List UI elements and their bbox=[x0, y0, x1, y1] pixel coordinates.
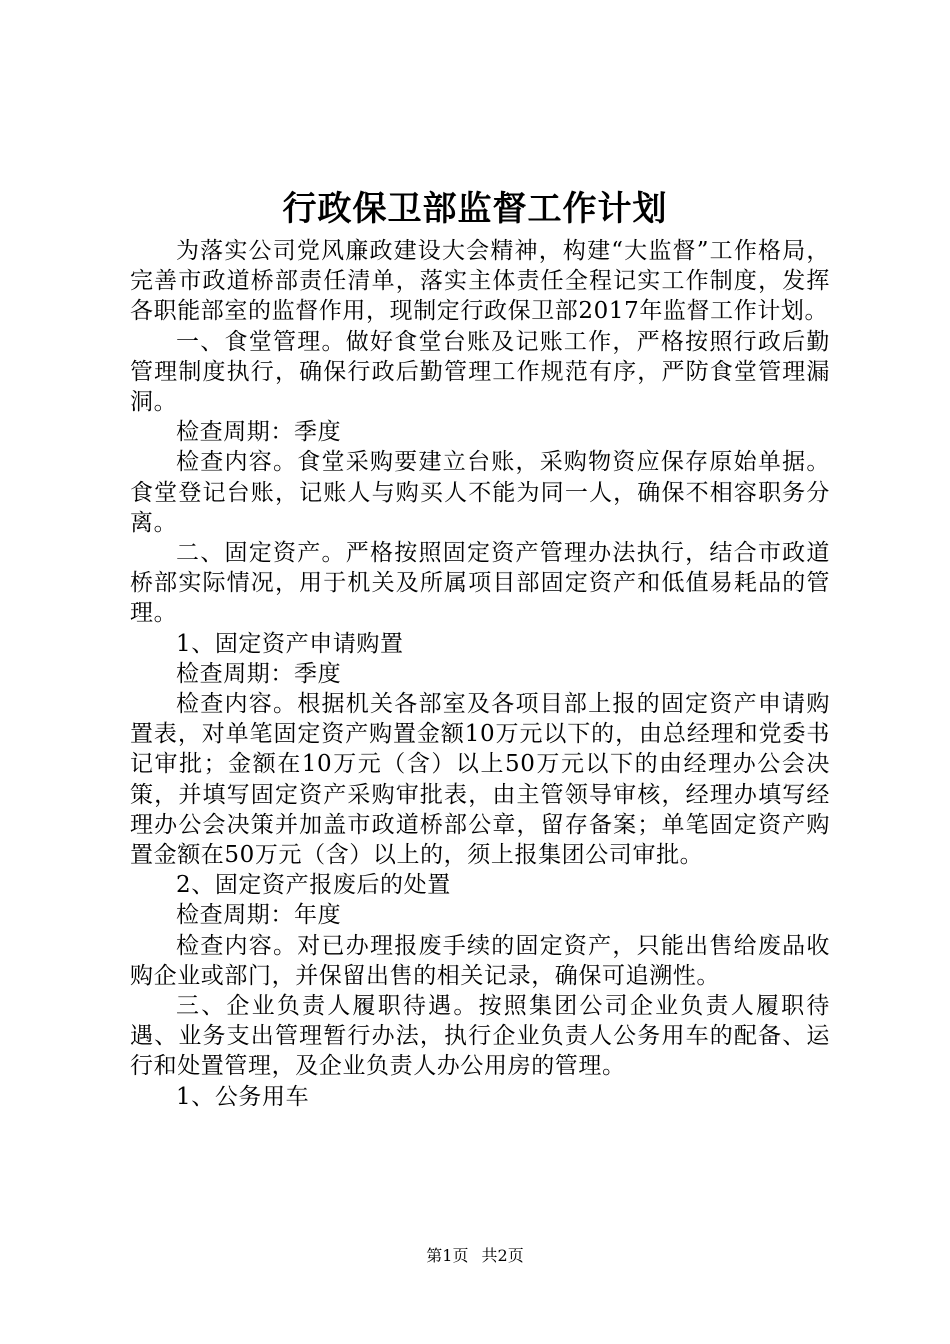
page-footer bbox=[0, 1244, 950, 1268]
page-total: 共2页 bbox=[481, 1246, 524, 1265]
paragraph-subsection: 1、公务用车 bbox=[176, 1083, 310, 1110]
paragraph-check-period: 检查周期：季度 bbox=[176, 419, 342, 446]
paragraph-check-period: 检查周期：年度 bbox=[176, 902, 342, 929]
paragraph-section-1: 一、食堂管理。做好食堂台账及记账工作，严格按照行政后勤管理制度执行，确保行政后勤管理工作规范有序，严防食堂管理漏洞。 bbox=[130, 328, 830, 416]
paragraph-check-content: 检查内容。根据机关各部室及各项目部上报的固定资产申请购置表，对单笔固定资产购置金额10万元以下的，由总经理和党委书记审批；金额在10万元（含）以上50万元以下的由经理办公会决策，并填写固定资产采购审批表，由主管领导审核，经理办填写经理办公会决策并加盖市政道桥部公章，留存备案；单笔固定资产购置金额在50万元（含）以上的，须上报集团公司审批。 bbox=[130, 691, 830, 869]
paragraph-intro: 为落实公司党风廉政建设大会精神，构建“大监督”工作格局，完善市政道桥部责任清单，落实主体责任全程记实工作制度，发挥各职能部室的监督作用，现制定行政保卫部2017年监督工作计划。 bbox=[130, 238, 830, 325]
paragraph-section-3: 三、企业负责人履职待遇。按照集团公司企业负责人履职待遇、业务支出管理暂行办法，执行企业负责人公务用车的配备、运行和处置管理，及企业负责人办公用房的管理。 bbox=[130, 993, 830, 1080]
paragraph-subsection: 2、固定资产报废后的处置 bbox=[176, 872, 451, 899]
paragraph-section-2: 二、固定资产。严格按照固定资产管理办法执行，结合市政道桥部实际情况，用于机关及所属项目部固定资产和低值易耗品的管理。 bbox=[130, 540, 830, 627]
paragraph-subsection: 1、固定资产申请购置 bbox=[176, 630, 404, 657]
document-body bbox=[130, 236, 830, 1112]
paragraph-check-period: 检查周期：季度 bbox=[176, 660, 342, 687]
paragraph-check-content: 检查内容。对已办理报废手续的固定资产，只能出售给废品收购企业或部门，并保留出售的相关记录，确保可追溯性。 bbox=[130, 932, 830, 989]
page-number: 第1页 bbox=[426, 1246, 469, 1265]
paragraph-check-content: 检查内容。食堂采购要建立台账，采购物资应保存原始单据。食堂登记台账，记账人与购买人不能为同一人，确保不相容职务分离。 bbox=[130, 449, 830, 536]
document-title: 行政保卫部监督工作计划 bbox=[282, 189, 668, 229]
